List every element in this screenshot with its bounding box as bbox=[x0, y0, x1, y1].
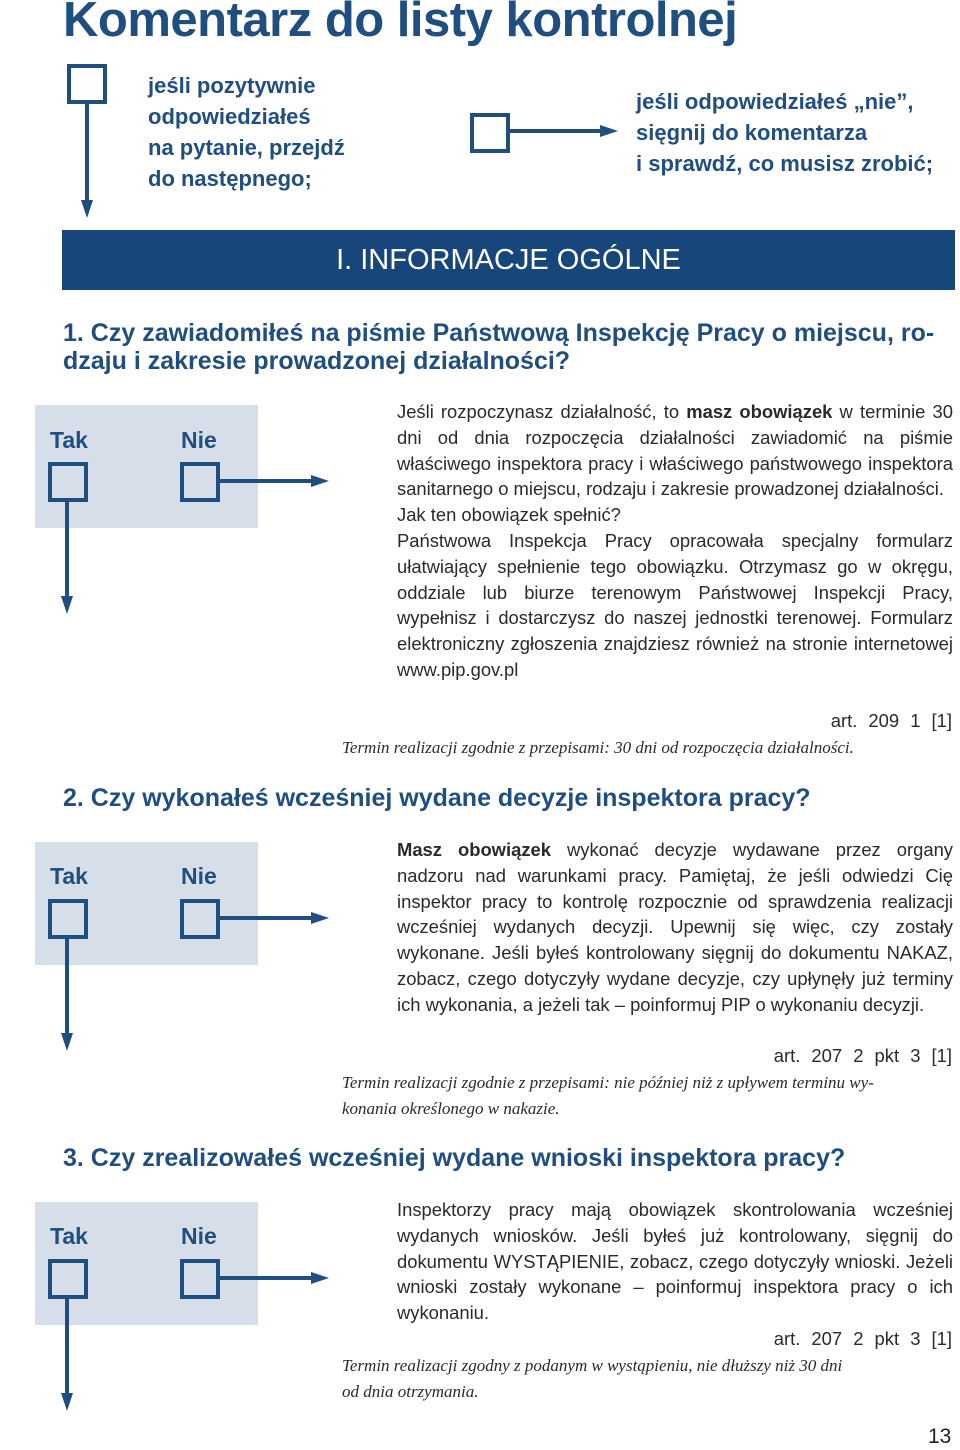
section-header-text: I. INFORMACJE OGÓLNE bbox=[336, 243, 681, 276]
no-arrowhead-1-icon bbox=[311, 475, 329, 487]
legend-down-arrowhead-icon bbox=[81, 200, 93, 218]
question-3-comment: Inspektorzy pracy mają obowiązek skontrolowania wcześniej wydanych wniosków. Jeśli byłeś już kontrolowany, sięgnij do dokumentu WYSTĄPIENIE, zobacz, czego dotyczyły wnioski. Jeżeli wnioski zostały wykonane – poinformuj inspektora pracy o ich wykonaniu. bbox=[397, 1199, 953, 1324]
no-arrowhead-3-icon bbox=[311, 1272, 329, 1284]
page-title: Komentarz do listy kontrolnej bbox=[63, 0, 738, 47]
yes-label-2: Tak bbox=[50, 863, 88, 889]
question-3-title: 3. Czy zrealizowałeś wcześniej wydane wnioski inspektora pracy? bbox=[63, 1144, 846, 1172]
no-label-3: Nie bbox=[181, 1223, 217, 1249]
legal-reference-1: art. 209 1 [1] bbox=[830, 710, 952, 731]
question-1-comment: Jeśli rozpoczynasz działalność, to masz obowiązek w terminie 30 dni od dnia rozpoczęcia działalności zawiadomić na piśmie właściwego inspektora pracy i właściwego państwowego inspektora sanitarnego o miejscu, rodzaju i zakresie prowadzonej działalności. Jak ten obowiązek spełnić? Państwowa Inspekcja Pracy opracowała specjalny formularz ułatwiający spełnienie tego obowiązku. Otrzymasz go w okręgu, oddziale lub biurze terenowym Państwowej Inspekcji Pracy, wypełnisz i dostarczysz do naszej jednostki terenowej. Formularz elektroniczny zgłoszenia znajdziesz również na stronie internetowej www.pip.gov.pl bbox=[397, 401, 953, 680]
question-2-comment: Masz obowiązek wykonać decyzje wydawane przez organy nadzoru nad warunkami pracy. Pamiętaj, że jeśli odwiedzi Cię inspektor pracy to kontrolę rozpocznie od sprawdzenia realizacji wcześniej wydanych decyzji. Upewnij się więc, czy zostały wykonane. Jeśli byłeś kontrolowany sięgnij do dokumentu NAKAZ, zobacz, czego dotyczyły wydane decyzje, czy upłynęły już terminy ich wykonania, a jeżeli tak – poinformuj PIP o wykonaniu decyzji. bbox=[397, 839, 953, 1015]
yes-arrowhead-1-icon bbox=[61, 596, 73, 614]
question-2-title: 2. Czy wykonałeś wcześniej wydane decyzje inspektora pracy? bbox=[63, 784, 811, 812]
legend-no-text: jeśli odpowiedziałeś „nie”, sięgnij do komentarza i sprawdź, co musisz zrobić; bbox=[636, 89, 934, 176]
deadline-note-3: Termin realizacji zgodny z podanym w wystąpieniu, nie dłuższy niż 30 dni od dnia otrzymania. bbox=[342, 1356, 843, 1401]
legal-reference-3: art. 207 2 pkt 3 [1] bbox=[773, 1328, 952, 1349]
legend-yes-text: jeśli pozytywnie odpowiedziałeś na pytanie, przejdź do następnego; bbox=[148, 73, 345, 191]
deadline-note-1: Termin realizacji zgodnie z przepisami: 30 dni od rozpoczęcia działalności. bbox=[342, 738, 854, 757]
legal-reference-2: art. 207 2 pkt 3 [1] bbox=[773, 1045, 952, 1066]
yes-label-3: Tak bbox=[50, 1223, 88, 1249]
yes-arrowhead-2-icon bbox=[61, 1033, 73, 1051]
page-number: 13 bbox=[928, 1425, 952, 1448]
yes-arrowhead-3-icon bbox=[61, 1393, 73, 1411]
deadline-note-2: Termin realizacji zgodnie z przepisami: nie później niż z upływem terminu wy- konania określonego w nakazie. bbox=[342, 1073, 874, 1118]
yes-label-1: Tak bbox=[50, 427, 88, 453]
no-label-2: Nie bbox=[181, 863, 217, 889]
legend-right-arrowhead-icon bbox=[600, 125, 618, 137]
no-arrowhead-2-icon bbox=[311, 912, 329, 924]
no-label-1: Nie bbox=[181, 427, 217, 453]
question-1-title: 1. Czy zawiadomiłeś na piśmie Państwową Inspekcję Pracy o miejscu, ro- dzaju i zakresie prowadzonej działalności? bbox=[63, 319, 935, 375]
